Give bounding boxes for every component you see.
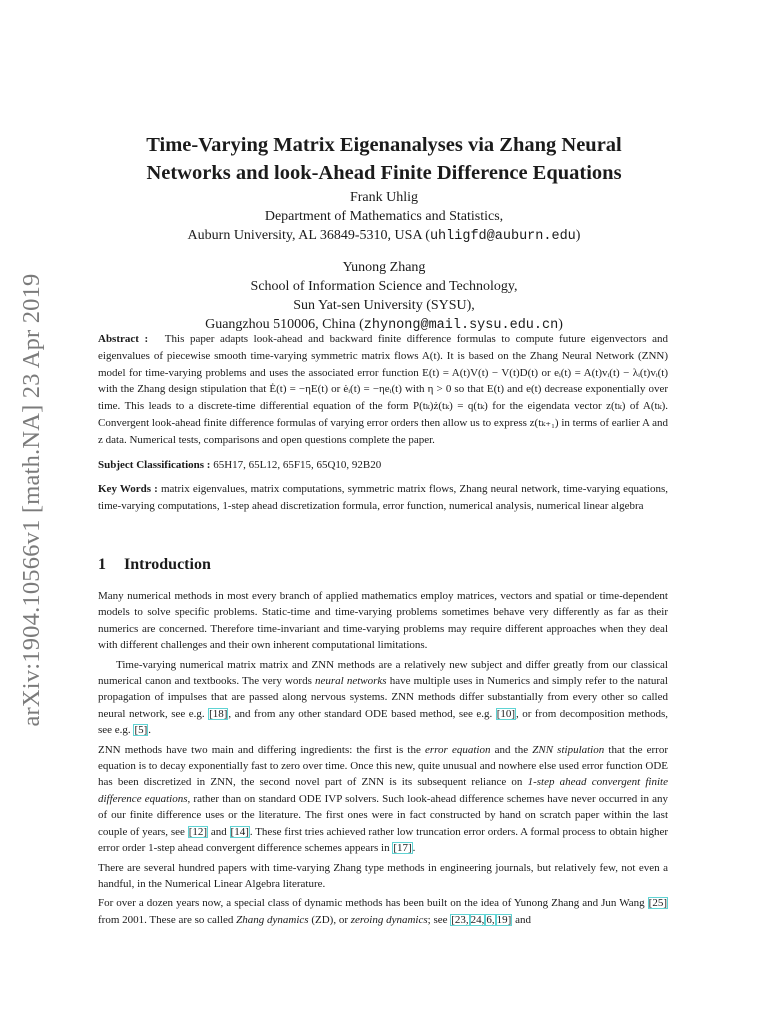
author-2-email[interactable]: zhynong@mail.sysu.edu.cn: [363, 318, 559, 333]
author-1: [80, 188, 688, 246]
citation-link-17[interactable]: [17]: [393, 842, 412, 855]
p2-text-d: , and from any other standard ODE based method, see e.g.: [228, 707, 496, 720]
section-heading-introduction: [98, 556, 211, 574]
abstract-section: [98, 331, 668, 523]
author-1-dept: Department of Mathematics and Statistics,: [264, 209, 504, 224]
introduction-body: [98, 588, 668, 931]
title-line-2: Networks and look-Ahead Finite Difference Equations: [146, 162, 622, 184]
p2-text-c: have multiple uses in Numerics and simply refer to the natural propagation of impulses that are passed along nervous systems. ZNN methods differ substantially from every other so called neural network, see e.g.: [98, 675, 668, 720]
author-block: [80, 188, 688, 347]
citation-link-19[interactable]: 19]: [496, 913, 512, 926]
author-1-name: Frank Uhlig: [349, 190, 419, 205]
intro-paragraph-1: Many numerical methods in most every branch of applied mathematics employ matrices, vectors and spatial or time-dependent models to solve specific problems. Static-time and time-varying problems sometimes behave very differently as far as their numerics are concerned. Therefore time-invariant and time-varying problems may require different approaches when they deal with different challenges and their own inherent computational limitations.: [98, 590, 668, 652]
p3-emphasis-error-equation: error equation: [424, 743, 491, 756]
intro-paragraph-5: [98, 895, 668, 928]
author-2-univ: Sun Yat-sen University (SYSU),: [293, 298, 475, 313]
citation-link-12[interactable]: [12]: [188, 825, 208, 838]
p2-text-e: , or from decomposition methods, see e.g.: [98, 707, 668, 737]
keywords-text: matrix eigenvalues, matrix computations, symmetric matrix flows, Zhang neural network, time-varying equations, time-varying computations, 1-step ahead discretization formula, error function, numerical analysis, numerical linear algebra: [98, 483, 668, 513]
section-number: 1: [98, 556, 106, 573]
p5-text-d: (ZD), or: [308, 913, 351, 926]
author-2-address: Guangzhou 510006, China (: [205, 317, 364, 332]
keywords-label: Key Words :: [98, 483, 158, 496]
section-title: Introduction: [124, 556, 211, 573]
p5-emphasis-zeroing-dynamics: zeroing dynamics: [350, 913, 428, 926]
author-1-email[interactable]: uhligfd@auburn.edu: [429, 229, 576, 244]
subject-classifications: [98, 457, 668, 474]
subject-label: Subject Classifications :: [98, 458, 211, 471]
citation-link-14[interactable]: [14]: [230, 825, 249, 838]
p3-text-h: and: [208, 825, 230, 838]
intro-paragraph-4: There are several hundred papers with time-varying Zhang type methods in engineering journals, but relatively few, not even a handful, in the Numerical Linear Algebra literature.: [98, 861, 668, 890]
citation-link-24[interactable]: 24,: [470, 913, 485, 926]
p5-text-a: For over a dozen years now, a special class of dynamic methods has been built on the idea of Yunong Zhang and Jun Wang: [98, 897, 648, 910]
citation-link-10[interactable]: [10]: [496, 707, 516, 720]
author-1-address: Auburn University, AL 36849-5310, USA (: [187, 228, 430, 243]
p5-text-b: from 2001. These are so called: [98, 913, 237, 926]
author-2-dept: School of Information Science and Technology,: [250, 279, 518, 294]
author-1-address-line: [80, 226, 688, 246]
title-line-1: Time-Varying Matrix Eigenanalyses via Zhang Neural: [146, 134, 622, 156]
abstract-text: This paper adapts look-ahead and backward finite difference formulas to compute future eigenvectors and eigenvalues of piecewise smooth time-varying symmetric matrix flows A(t). It is based on the Zhang Neural Network (ZNN) model for time-varying problems and uses the associated error function E(t) = A(t)V(t) − V(t)D(t) or eᵢ(t) = A(t)vᵢ(t) − λᵢ(t)vᵢ(t) with the Zhang design stipulation that Ė(t) = −ηE(t) or ėᵢ(t) = −ηeᵢ(t) with η > 0 so that E(t) and e(t) decrease exponentially over time. This leads to a discrete-time differential equation of the form P(tₖ)ż(tₖ) = q(tₖ) for the eigendata vector z(tₖ) of A(tₖ). Convergent look-ahead finite difference formulas of varying error orders then allow us to express z(tₖ₊₁) in terms of earlier A and z data. Numerical tests, comparisons and open questions complete the paper.: [98, 333, 668, 446]
arxiv-stamp-text: arXiv:1904.10566v1 [math.NA] 23 Apr 2019: [18, 273, 45, 727]
p2-text-a: Time-varying numerical matrix matrix and ZNN methods are a relatively new subject and differ greatly from our classical numerical canon and textbooks. The very words: [98, 658, 668, 688]
author-2-name: Yunong Zhang: [342, 260, 426, 275]
p3-text-g: , rather than on standard ODE IVP solvers. Such look-ahead difference schemes have never occurred in any of our finite difference uses or the literature. The first ones were in fact constructed by hand on scratch paper within the last couple of years, see: [98, 792, 668, 838]
citation-link-25[interactable]: [25]: [648, 897, 667, 910]
p3-text-j: .: [412, 842, 416, 855]
p3-emphasis-znn-stipulation: ZNN stipulation: [532, 743, 605, 756]
p5-text-g: and: [512, 913, 531, 926]
citation-link-18[interactable]: [18]: [209, 707, 228, 720]
author-2: [80, 258, 688, 335]
author-1-close-paren: ): [575, 228, 581, 243]
p3-emphasis-finite-difference: 1-step ahead convergent finite difference equations: [98, 776, 668, 805]
subject-text: 65H17, 65L12, 65F15, 65Q10, 92B20: [213, 458, 382, 471]
p3-text-c: and the: [490, 743, 533, 756]
p5-text-f: ; see: [427, 913, 451, 926]
p5-emphasis-zhang-dynamics: Zhang dynamics: [236, 913, 309, 926]
p2-text-f: .: [148, 724, 152, 737]
arxiv-identifier-stamp: [14, 250, 50, 750]
citation-link-23[interactable]: [23,: [451, 913, 469, 926]
intro-paragraph-2: [98, 657, 668, 739]
p3-text-e: that the error equation is to decay exponentially fast to zero over time. Once this new, quite unusual and nowhere else used error function ODE has been discretized in ZNN, the second novel part of ZNN is its subsequent reliance on: [98, 743, 669, 789]
paper-title: [80, 131, 688, 187]
intro-paragraph-3: [98, 742, 668, 857]
author-2-close-paren: ): [558, 317, 563, 332]
citation-link-5[interactable]: [5]: [134, 724, 148, 737]
key-words: [98, 481, 668, 515]
citation-link-6[interactable]: 6,: [486, 913, 495, 926]
p3-text-i: . These first tries achieved rather low truncation error orders. A formal process to obtain higher error order 1-step ahead convergent difference schemes appears in: [98, 825, 668, 855]
abstract-paragraph: [98, 331, 668, 449]
p3-text-a: ZNN methods have two main and differing ingredients: the first is the: [98, 743, 425, 756]
abstract-label: Abstract :: [98, 333, 149, 345]
p2-emphasis-neural-networks: neural networks: [315, 675, 387, 688]
